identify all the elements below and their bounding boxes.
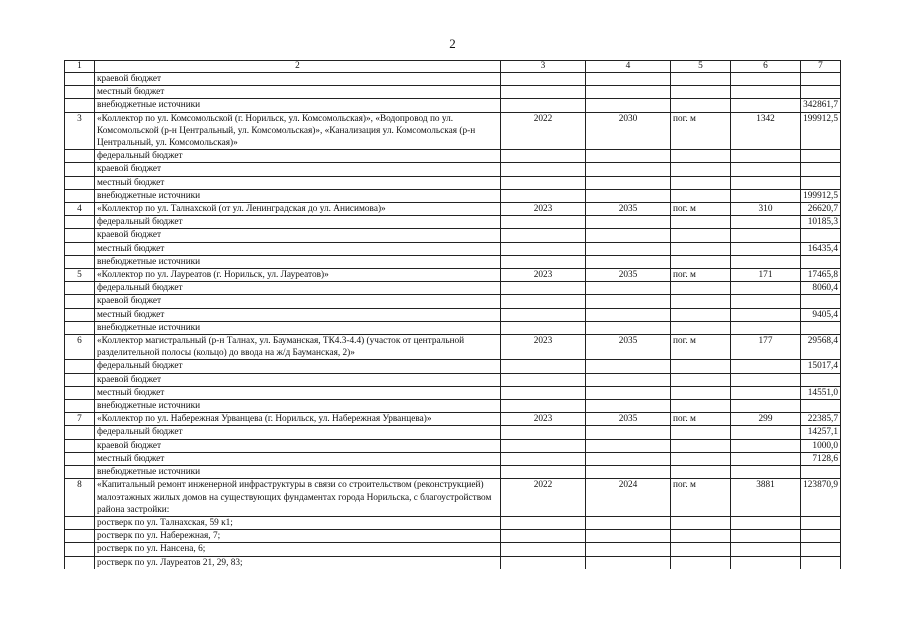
end-year <box>586 73 671 86</box>
quantity <box>731 516 801 529</box>
unit-of-measure <box>671 216 731 229</box>
end-year <box>586 386 671 399</box>
row-number <box>65 189 95 202</box>
start-year: 2023 <box>501 203 586 216</box>
end-year <box>586 466 671 479</box>
start-year <box>501 163 586 176</box>
table-row <box>65 229 841 242</box>
quantity <box>731 255 801 268</box>
funding-amount: 14257,1 <box>801 426 841 439</box>
row-description: краевой бюджет <box>95 229 501 242</box>
table-row <box>65 321 841 334</box>
quantity <box>731 373 801 386</box>
row-description: местный бюджет <box>95 86 501 99</box>
row-number <box>65 543 95 556</box>
quantity <box>731 360 801 373</box>
start-year <box>501 373 586 386</box>
table-row <box>65 400 841 413</box>
funding-amount: 16435,4 <box>801 242 841 255</box>
funding-amount <box>801 543 841 556</box>
end-year <box>586 439 671 452</box>
table-row <box>65 203 841 216</box>
unit-of-measure <box>671 556 731 569</box>
start-year <box>501 466 586 479</box>
table-row <box>65 282 841 295</box>
start-year <box>501 386 586 399</box>
row-number <box>65 452 95 465</box>
row-number <box>65 400 95 413</box>
start-year <box>501 400 586 413</box>
end-year <box>586 543 671 556</box>
row-description: федеральный бюджет <box>95 216 501 229</box>
row-number <box>65 242 95 255</box>
end-year <box>586 556 671 569</box>
end-year: 2035 <box>586 269 671 282</box>
end-year <box>586 452 671 465</box>
row-number: 7 <box>65 413 95 426</box>
quantity <box>731 466 801 479</box>
start-year: 2022 <box>501 112 586 150</box>
row-description: внебюджетные источники <box>95 189 501 202</box>
quantity <box>731 308 801 321</box>
start-year <box>501 516 586 529</box>
quantity: 171 <box>731 269 801 282</box>
quantity: 177 <box>731 335 801 360</box>
end-year <box>586 308 671 321</box>
start-year <box>501 308 586 321</box>
unit-of-measure <box>671 86 731 99</box>
row-description: «Коллектор магистральный (р-н Талнах, ул. Бауманская, ТК4.3-4.4) (участок от центральной разделительной полосы (кольцо) до ввода на ж/д Бауманская, 2)» <box>95 335 501 360</box>
funding-amount: 7128,6 <box>801 452 841 465</box>
row-number <box>65 530 95 543</box>
table-row <box>65 360 841 373</box>
quantity: 310 <box>731 203 801 216</box>
unit-of-measure <box>671 308 731 321</box>
table-row <box>65 466 841 479</box>
funding-amount: 29568,4 <box>801 335 841 360</box>
quantity <box>731 295 801 308</box>
row-number <box>65 150 95 163</box>
quantity <box>731 99 801 112</box>
row-number <box>65 216 95 229</box>
table-row <box>65 163 841 176</box>
row-description: «Капитальный ремонт инженерной инфраструктуры в связи со строительством (реконструкцией) малоэтажных жилых домов на существующих фундаментах города Норильска, с благоустройством района застройки: <box>95 479 501 517</box>
unit-of-measure <box>671 242 731 255</box>
table-row <box>65 308 841 321</box>
quantity <box>731 282 801 295</box>
unit-of-measure <box>671 530 731 543</box>
quantity: 1342 <box>731 112 801 150</box>
row-number <box>65 308 95 321</box>
end-year <box>586 86 671 99</box>
column-header: 7 <box>801 61 841 73</box>
unit-of-measure <box>671 295 731 308</box>
funding-amount: 123870,9 <box>801 479 841 517</box>
funding-amount: 199912,5 <box>801 189 841 202</box>
funding-amount <box>801 229 841 242</box>
start-year <box>501 426 586 439</box>
unit-of-measure <box>671 373 731 386</box>
table-row <box>65 295 841 308</box>
unit-of-measure <box>671 150 731 163</box>
start-year <box>501 321 586 334</box>
funding-amount: 1000,0 <box>801 439 841 452</box>
end-year <box>586 176 671 189</box>
end-year <box>586 321 671 334</box>
row-description: местный бюджет <box>95 386 501 399</box>
funding-amount <box>801 556 841 569</box>
start-year <box>501 282 586 295</box>
funding-amount <box>801 516 841 529</box>
row-description: «Коллектор по ул. Набережная Урванцева (г. Норильск, ул. Набережная Урванцева)» <box>95 413 501 426</box>
quantity <box>731 426 801 439</box>
row-description: местный бюджет <box>95 308 501 321</box>
row-number <box>65 556 95 569</box>
unit-of-measure <box>671 73 731 86</box>
row-number: 3 <box>65 112 95 150</box>
row-number <box>65 99 95 112</box>
unit-of-measure <box>671 229 731 242</box>
start-year: 2023 <box>501 413 586 426</box>
funding-amount <box>801 373 841 386</box>
funding-amount <box>801 400 841 413</box>
unit-of-measure: пог. м <box>671 112 731 150</box>
funding-amount <box>801 73 841 86</box>
table-row <box>65 556 841 569</box>
table-row <box>65 426 841 439</box>
row-number <box>65 176 95 189</box>
quantity: 299 <box>731 413 801 426</box>
end-year <box>586 216 671 229</box>
end-year <box>586 373 671 386</box>
table-row <box>65 242 841 255</box>
table-row <box>65 176 841 189</box>
start-year <box>501 189 586 202</box>
end-year <box>586 229 671 242</box>
quantity <box>731 452 801 465</box>
row-description: местный бюджет <box>95 176 501 189</box>
end-year <box>586 360 671 373</box>
table-row <box>65 479 841 517</box>
funding-amount <box>801 321 841 334</box>
funding-amount: 22385,7 <box>801 413 841 426</box>
unit-of-measure: пог. м <box>671 203 731 216</box>
investment-table <box>64 60 841 569</box>
row-description: федеральный бюджет <box>95 360 501 373</box>
funding-amount <box>801 255 841 268</box>
start-year: 2023 <box>501 335 586 360</box>
funding-amount: 15017,4 <box>801 360 841 373</box>
column-header: 1 <box>65 61 95 73</box>
unit-of-measure <box>671 426 731 439</box>
column-header: 2 <box>95 61 501 73</box>
end-year <box>586 530 671 543</box>
end-year <box>586 282 671 295</box>
unit-of-measure <box>671 99 731 112</box>
row-number <box>65 282 95 295</box>
row-description: местный бюджет <box>95 452 501 465</box>
funding-amount: 10185,3 <box>801 216 841 229</box>
table-row <box>65 255 841 268</box>
table-row <box>65 269 841 282</box>
table-row <box>65 112 841 150</box>
row-number <box>65 426 95 439</box>
end-year <box>586 189 671 202</box>
row-description: ростверк по ул. Нансена, 6; <box>95 543 501 556</box>
column-header: 6 <box>731 61 801 73</box>
page-number: 2 <box>449 36 456 51</box>
unit-of-measure <box>671 516 731 529</box>
row-description: «Коллектор по ул. Талнахской (от ул. Ленинградская до ул. Анисимова)» <box>95 203 501 216</box>
funding-amount: 9405,4 <box>801 308 841 321</box>
quantity <box>731 556 801 569</box>
start-year <box>501 99 586 112</box>
start-year <box>501 439 586 452</box>
quantity <box>731 321 801 334</box>
end-year <box>586 163 671 176</box>
row-number: 6 <box>65 335 95 360</box>
funding-amount <box>801 86 841 99</box>
row-description: «Коллектор по ул. Комсомольской (г. Норильск, ул. Комсомольская)», «Водопровод по ул. Комсомольской (р-н Центральный, ул. Комсомольская)», «Канализация ул. Комсомольская (р-н Центральный, ул. Комсомольская)» <box>95 112 501 150</box>
row-number <box>65 163 95 176</box>
start-year <box>501 86 586 99</box>
end-year: 2035 <box>586 335 671 360</box>
unit-of-measure <box>671 400 731 413</box>
table-header-row <box>65 61 841 73</box>
unit-of-measure <box>671 466 731 479</box>
start-year <box>501 360 586 373</box>
funding-amount <box>801 295 841 308</box>
row-description: внебюджетные источники <box>95 466 501 479</box>
row-description: федеральный бюджет <box>95 426 501 439</box>
end-year <box>586 150 671 163</box>
row-description: федеральный бюджет <box>95 150 501 163</box>
unit-of-measure <box>671 360 731 373</box>
end-year <box>586 426 671 439</box>
quantity <box>731 216 801 229</box>
end-year: 2024 <box>586 479 671 517</box>
end-year <box>586 99 671 112</box>
start-year <box>501 452 586 465</box>
unit-of-measure: пог. м <box>671 479 731 517</box>
start-year <box>501 255 586 268</box>
quantity: 3881 <box>731 479 801 517</box>
table-row <box>65 216 841 229</box>
start-year <box>501 216 586 229</box>
start-year <box>501 242 586 255</box>
end-year: 2035 <box>586 413 671 426</box>
end-year <box>586 516 671 529</box>
funding-amount: 199912,5 <box>801 112 841 150</box>
funding-amount: 8060,4 <box>801 282 841 295</box>
funding-amount <box>801 530 841 543</box>
unit-of-measure: пог. м <box>671 335 731 360</box>
row-description: местный бюджет <box>95 242 501 255</box>
unit-of-measure: пог. м <box>671 269 731 282</box>
row-description: ростверк по ул. Лауреатов 21, 29, 83; <box>95 556 501 569</box>
column-header: 5 <box>671 61 731 73</box>
unit-of-measure <box>671 439 731 452</box>
end-year: 2030 <box>586 112 671 150</box>
row-number: 5 <box>65 269 95 282</box>
end-year <box>586 400 671 413</box>
row-description: краевой бюджет <box>95 295 501 308</box>
funding-amount <box>801 163 841 176</box>
quantity <box>731 386 801 399</box>
quantity <box>731 150 801 163</box>
quantity <box>731 163 801 176</box>
start-year <box>501 229 586 242</box>
row-description: внебюджетные источники <box>95 400 501 413</box>
table-row <box>65 189 841 202</box>
row-number <box>65 373 95 386</box>
start-year <box>501 543 586 556</box>
start-year: 2023 <box>501 269 586 282</box>
table-row <box>65 73 841 86</box>
row-description: краевой бюджет <box>95 373 501 386</box>
unit-of-measure <box>671 176 731 189</box>
row-description: «Коллектор по ул. Лауреатов (г. Норильск, ул. Лауреатов)» <box>95 269 501 282</box>
table-row <box>65 439 841 452</box>
row-description: ростверк по ул. Талнахская, 59 к1; <box>95 516 501 529</box>
unit-of-measure: пог. м <box>671 413 731 426</box>
row-number <box>65 229 95 242</box>
unit-of-measure <box>671 452 731 465</box>
start-year <box>501 530 586 543</box>
quantity <box>731 242 801 255</box>
end-year <box>586 242 671 255</box>
end-year <box>586 295 671 308</box>
row-description: ростверк по ул. Набережная, 7; <box>95 530 501 543</box>
row-description: внебюджетные источники <box>95 255 501 268</box>
funding-amount: 342861,7 <box>801 99 841 112</box>
column-header: 3 <box>501 61 586 73</box>
row-number <box>65 439 95 452</box>
table-row <box>65 86 841 99</box>
table-row <box>65 543 841 556</box>
table-row <box>65 99 841 112</box>
unit-of-measure <box>671 321 731 334</box>
funding-amount: 14551,0 <box>801 386 841 399</box>
table-row <box>65 386 841 399</box>
quantity <box>731 439 801 452</box>
quantity <box>731 189 801 202</box>
start-year: 2022 <box>501 479 586 517</box>
row-description: внебюджетные источники <box>95 99 501 112</box>
row-number <box>65 360 95 373</box>
row-description: внебюджетные источники <box>95 321 501 334</box>
row-description: краевой бюджет <box>95 73 501 86</box>
start-year <box>501 556 586 569</box>
row-description: краевой бюджет <box>95 163 501 176</box>
quantity <box>731 73 801 86</box>
row-number <box>65 73 95 86</box>
row-description: федеральный бюджет <box>95 282 501 295</box>
funding-amount <box>801 176 841 189</box>
column-header: 4 <box>586 61 671 73</box>
row-number <box>65 516 95 529</box>
start-year <box>501 295 586 308</box>
end-year <box>586 255 671 268</box>
funding-amount <box>801 150 841 163</box>
start-year <box>501 176 586 189</box>
quantity <box>731 400 801 413</box>
row-number <box>65 466 95 479</box>
start-year <box>501 73 586 86</box>
table-row <box>65 373 841 386</box>
row-description: краевой бюджет <box>95 439 501 452</box>
unit-of-measure <box>671 189 731 202</box>
table-row <box>65 452 841 465</box>
row-number <box>65 255 95 268</box>
quantity <box>731 543 801 556</box>
table-row <box>65 516 841 529</box>
start-year <box>501 150 586 163</box>
unit-of-measure <box>671 282 731 295</box>
row-number <box>65 86 95 99</box>
funding-amount: 26620,7 <box>801 203 841 216</box>
quantity <box>731 229 801 242</box>
table-row <box>65 530 841 543</box>
unit-of-measure <box>671 163 731 176</box>
unit-of-measure <box>671 255 731 268</box>
row-number: 4 <box>65 203 95 216</box>
table-row <box>65 335 841 360</box>
end-year: 2035 <box>586 203 671 216</box>
row-number: 8 <box>65 479 95 517</box>
unit-of-measure <box>671 543 731 556</box>
quantity <box>731 176 801 189</box>
quantity <box>731 530 801 543</box>
funding-amount <box>801 466 841 479</box>
row-number <box>65 295 95 308</box>
funding-amount: 17465,8 <box>801 269 841 282</box>
unit-of-measure <box>671 386 731 399</box>
row-number <box>65 321 95 334</box>
row-number <box>65 386 95 399</box>
table-row <box>65 413 841 426</box>
table-row <box>65 150 841 163</box>
quantity <box>731 86 801 99</box>
